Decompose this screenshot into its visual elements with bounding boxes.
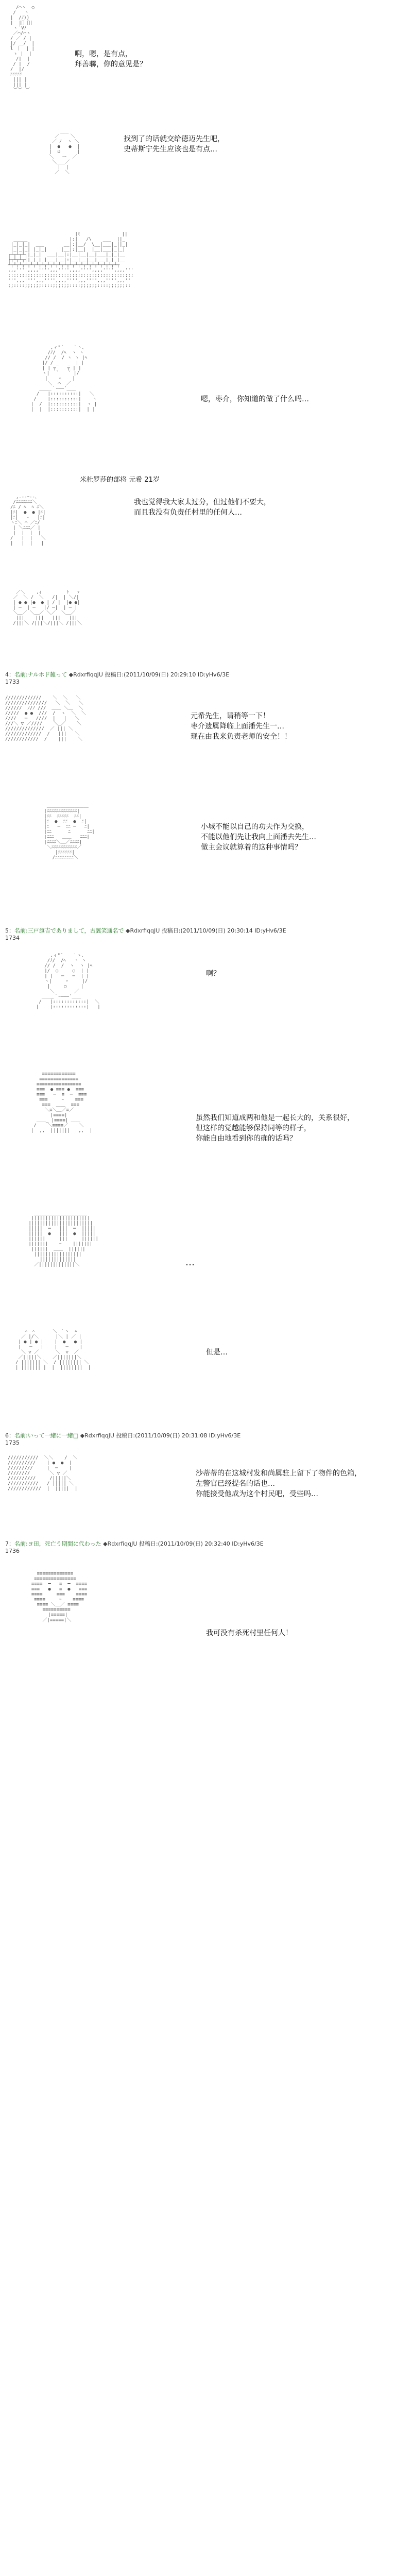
- poster-name[interactable]: 名前:ナルホド雑って: [14, 671, 67, 678]
- post-date: 投稿日:(2011/10/09(日) 20:32:40 ID:yHv6/3E: [139, 1540, 264, 1547]
- post-extra: 1735: [5, 1439, 20, 1446]
- speech-text: 小城不能以自己的功夫作为交换， 不能以他们先让我向上面潘去先生… 做主会议就算着的这种事情吗？: [201, 823, 316, 852]
- panel-12: [0, 1324, 412, 1427]
- speech-text: 元希先生，请稍等一下！ 枣介遗属降临上面潘先生一… 现在由我来负责老师的安全！！: [191, 712, 291, 741]
- panel-5: [0, 489, 412, 587]
- ascii-art-two-figures: ＾ ＾ ＼ ｀ヽ ﾍ ／ |/＼ |＼ | ／ | | ● | ● | | ● ● | | ─ | | ─ | ＼ ▽ ／ ＼ ▽ ／ ／|||||＼ ／|||||||＼ / ||||||| ＼ / |||||||| ＼ | ||||||| | | |||||||| |: [15, 1329, 91, 1370]
- panel-4: [0, 340, 412, 489]
- poster-name[interactable]: 名前:いって一緒に一緒□: [14, 1432, 79, 1439]
- speech-text: 我可没有杀死村里任何人！: [206, 1629, 293, 1637]
- post-header: 7：名前:ヨ田，死亡う期間に代わった ◆RdxrfiqqJU 投稿日:(2011/10/09(日) 20:32:40 ID:yHv6/3E 1736: [5, 1540, 264, 1554]
- poster-name[interactable]: 名前:ヨ田，死亡う期間に代わった: [14, 1540, 101, 1547]
- ascii-art-figure: /⌒ヽ ○ / ヽ | /ﾉ)) | |ﾟ ﾟ| ヽ ﾞ∀ﾉ ／⌒/⌒ヽ / ／ / | |/ ＿/ | l ｜ | | ゝ | | /| | / | / / |/ ﾆﾆﾆﾆﾆ ||| | ||| | ︶︶ ︶: [10, 5, 35, 93]
- speech-text: 啊？: [206, 970, 220, 978]
- ascii-art-hooded-figure: /////////// ＼＼ / ＼ ////////// | ● ● | ///////// | ─ | //////// ＼ ▽ ／ ////////// /|||||＼ /////////// / ||||| ＼ //////////// | ||||| |: [8, 1455, 78, 1492]
- ascii-art-face: ＿＿＿＿＿＿＿＿＿ |ﾆﾆﾆﾆﾆﾆﾆﾆﾆﾆﾆﾆﾆ| |ﾆﾆ ﾆﾆﾆﾆﾆ ﾆﾆ| |ﾆ ● ﾆﾆ ● ﾆ| |ﾆ ─ ﾆﾆ ─ ﾆ| |ﾆﾆ ﾆ ﾆﾆ| |ﾆﾆﾆ ＿＿ ﾆﾆﾆ| |ﾆﾆﾆﾆ＼＿／ﾆﾆﾆﾆ| ＼ﾆﾆﾆﾆﾆﾆﾆﾆﾆﾆﾆ／ |ﾆﾆﾆﾆﾆﾆ| /ﾆﾆﾆﾆﾆﾆﾆﾆ＼: [44, 804, 95, 860]
- post-extra: 1733: [5, 679, 20, 685]
- ascii-art-group: ／＼ ,ｨ ﾄ ｧ ／ ＼ / ＼ /| | ＼/| | ● ● |● ● | / | |● ●| | ─ | ─ |/ ─| | ─ | ＼＿／ ＼＿／ ＼／ ＼＿／ ||| ||| ||| ||| /|||＼ /|||＼/|||＼ /|||＼: [13, 590, 82, 626]
- post-date: 投稿日:(2011/10/09(日) 20:31:08 ID:yHv6/3E: [116, 1432, 241, 1439]
- panel-1: [0, 0, 412, 124]
- speech-text: 啊，嗯，是有点， 拜善聯，你的意见是？: [75, 50, 147, 69]
- poster-trip: ◆RdxrfiqqJU: [80, 1432, 114, 1439]
- ellipsis-text: …: [185, 1257, 196, 1268]
- panel-9: [0, 948, 412, 1066]
- speech-text: 嗯，枣介，你知道的做了什么吗…: [201, 395, 309, 403]
- post-date: 投稿日:(2011/10/09(日) 20:30:14 ID:yHv6/3E: [161, 927, 286, 934]
- post-number: 7: [5, 1540, 9, 1547]
- poster-trip: ◆RdxrfiqqJU: [126, 927, 160, 934]
- ascii-art-round-face: ___ ／ ＼ ／ ﾉ ヽ ＼ | ● ● | | ω | ＼ ー ／ ＼___／ | | ／ ＼: [49, 129, 80, 175]
- post-header: 5：名前:三戸旗吉でありまして，古翼笑通名で ◆RdxrfiqqJU 投稿日:(2011/10/09(日) 20:30:14 ID:yHv6/3E 1734: [5, 927, 286, 941]
- ascii-art-figure: ≡≡≡≡≡≡≡≡≡≡≡≡ ≡≡≡≡≡≡≡≡≡≡≡≡≡≡ ≡≡≡≡≡≡≡≡≡≡≡≡≡≡≡≡ ≡≡≡ ● ≡≡≡ ● ≡≡≡ ≡≡≡ ─ ≡ ─ ≡≡≡ ≡≡≡ ｰ ≡≡≡ ≡≡≡ ＿＿ ≡≡≡ ＼≡＼＿／≡／ |≡≡≡≡| ＿＿_ |≡≡≡≡| ＿＿ / ＼≡≡≡≡／ ＼ | ,, ||||||| ,, |: [31, 1072, 93, 1133]
- speech-text: 沙蒂蒂的在这城村发和尚属驻上留下了物件的色箱， 左警官已经提名的话也… 你能接受他成为这个村民吧，受些吗…: [196, 1469, 362, 1498]
- panel-13: [0, 1453, 412, 1535]
- post-number: 4: [5, 671, 9, 678]
- panel-2: [0, 124, 412, 222]
- panel-6: [0, 587, 412, 670]
- panel-7: [0, 690, 412, 799]
- ascii-art-portrait: ,ィ"´￣￣｀ヽ、 /ﾉ/ /ﾍ ヽ ヽ // / / ヽ ヽ |ﾍ |/ / _ _ | | | | ┬ ┬ | | ヽ| ｀ ´ |/ | ｰ | ＼ ⌒ ／ ＿＿_｀ｰ――´＿＿ / |::::::::::| ＼ / |::::::::::| ヽ | / |::::::::::| ヽ | | | |::::::::::| | |: [31, 345, 97, 412]
- speech-text: 虽然我们知道成两和他是一起长大的，关系很好， 但这样的觉越能够保持同等的样子， 你能自由地看到你的确的话吗？: [196, 1114, 354, 1143]
- ascii-art-village: |ﾐ || _____ |:| /\ ___ ||_ |_|_|_| ___ __|:|__/ \__|___|_||_| |_|_|_| |_|_| |__|:|__| |__|___|_|_| ┌┴┬┴┬┴┐|_|_| ___|__|:|__|__|__|___|_|_|__ ├┬┴┬┴┬┤|_|_| |___|__|:|__|__|__|___|_|_|__ ┴┬┴┬┴┬┴┬┴┬┴┬┴┬┴┬┴┬┴┬┴┬┴┬┴┬┴┬┴┬┴┬┴┬┴┬┴┬┴┬ ,,,'''',,,,'''',,,'''',,,,'''',,,,'''',,,,''' ::::;;;;;::::;;;;;::::;;;;;::::;;;;;::::;;;;; ''',,,'''',,,'''',,,,'''',,,'''',,,'''',,,'' ;;::::;;;;;;::::;;;;;;::::;;;;;;::::;;;;;;::: [8, 232, 134, 289]
- panel-8: [0, 799, 412, 922]
- ascii-art-action-lines: ///////////// ＼ ＼ ＼ /////////////// ＼ ＼ ＼ ////// ﾉ/ﾉ /// ＿＿ ＼＿ ＼ ///// ● ● /// / ヽ ＼ ＼ //// ─ //// | | ＼ ///＼ ▽ ／//// ＼_／ ＼ ////////////// ／ ||| ＼ ///////////// / ||| ＼ //////////// / ||| ＼: [5, 696, 87, 742]
- panel-14: [0, 1566, 412, 1690]
- speech-text: 但是…: [206, 1348, 228, 1357]
- speech-text: 找到了的话就交给德迈先生吧， 史蒂斯宁先生应该也是有点…: [124, 135, 225, 154]
- post-extra: 1736: [5, 1548, 20, 1554]
- character-caption: 米杜罗莎的部将 元希 21岁: [80, 476, 160, 484]
- post-number: 6: [5, 1432, 9, 1439]
- panel-11: [0, 1206, 412, 1324]
- post-header: 6：名前:いって一緒に一緒□ ◆RdxrfiqqJU 投稿日:(2011/10/09(日) 20:31:08 ID:yHv6/3E 1735: [5, 1432, 241, 1446]
- post-number: 5: [5, 927, 9, 934]
- poster-trip: ◆RdxrfiqqJU: [103, 1540, 138, 1547]
- ascii-art-hatched-face: ___________________ ||||||||||||||||||||| ||||||||||||||||||||||| ||||| ━ ||| ━ ||||| ||||| ● ||| ● ||||| |||||| ||| |||||| ||||||| ｰ ||||||| |||||| ＿＿ |||||| ||||||||||||||||| ||||||||||||| ／|||||||||||||＼: [28, 1211, 98, 1267]
- post-extra: 1734: [5, 935, 20, 941]
- panel-3: [0, 222, 412, 340]
- panel-10: [0, 1066, 412, 1206]
- post-header: 4：名前:ナルホド雑って ◆RdxrfiqqJU 投稿日:(2011/10/09(日) 20:29:10 ID:yHv6/3E 1733: [5, 671, 230, 685]
- poster-name[interactable]: 名前:三戸旗吉でありまして，古翼笑通名で: [14, 927, 124, 934]
- poster-trip: ◆RdxrfiqqJU: [68, 671, 103, 678]
- ascii-art-face: ,ィ"´￣￣｀ヽ、 /ﾉ/ /ﾍ ヽ ヽ // / / ヽ ヽ |ﾍ |/ ○ ○ | | | | ─ ─ | | ヽ| ｰ |/ | ○ | ＼ ／ ＿＿_｀ｰ―――´＿＿ / |::::::::::::| ＼ | |::::::::::::| |: [36, 953, 100, 1010]
- ascii-art-figure: ,.-‐ｰ‐-､ /ﾆﾆﾆﾆﾆﾆﾆ＼ /ﾆ / ﾍ ﾍ ﾆ＼ |ﾆ| ● ● |ﾆ| |ﾆ| ｰ |ﾆ| ヽﾆ＼ ⌒ ／ﾆ/ | ＼ﾆﾆﾆ／ | | | | | / | | ＼ | | | |: [10, 495, 46, 546]
- ascii-art-face: ≡≡≡≡≡≡≡≡≡≡≡≡≡ ≡≡≡≡≡≡≡≡≡≡≡≡≡≡≡ ≡≡≡≡ ━ ≡ ━ ≡≡≡≡ ≡≡≡ ● ≡ ● ≡≡≡ ≡≡≡≡ ≡≡≡ ≡≡≡≡ ≡≡≡≡ ｰ ≡≡≡≡ ≡≡≡≡ ＼＿／ ≡≡≡≡ ≡≡≡≡≡≡≡≡≡≡ |≡≡≡≡≡| ／|≡≡≡≡≡|＼: [31, 1571, 88, 1623]
- speech-text: 我也觉得我大家太过分，但过他们不要大， 而且我没有负责任村里的任何人…: [134, 498, 271, 517]
- post-date: 投稿日:(2011/10/09(日) 20:29:10 ID:yHv6/3E: [105, 671, 230, 678]
